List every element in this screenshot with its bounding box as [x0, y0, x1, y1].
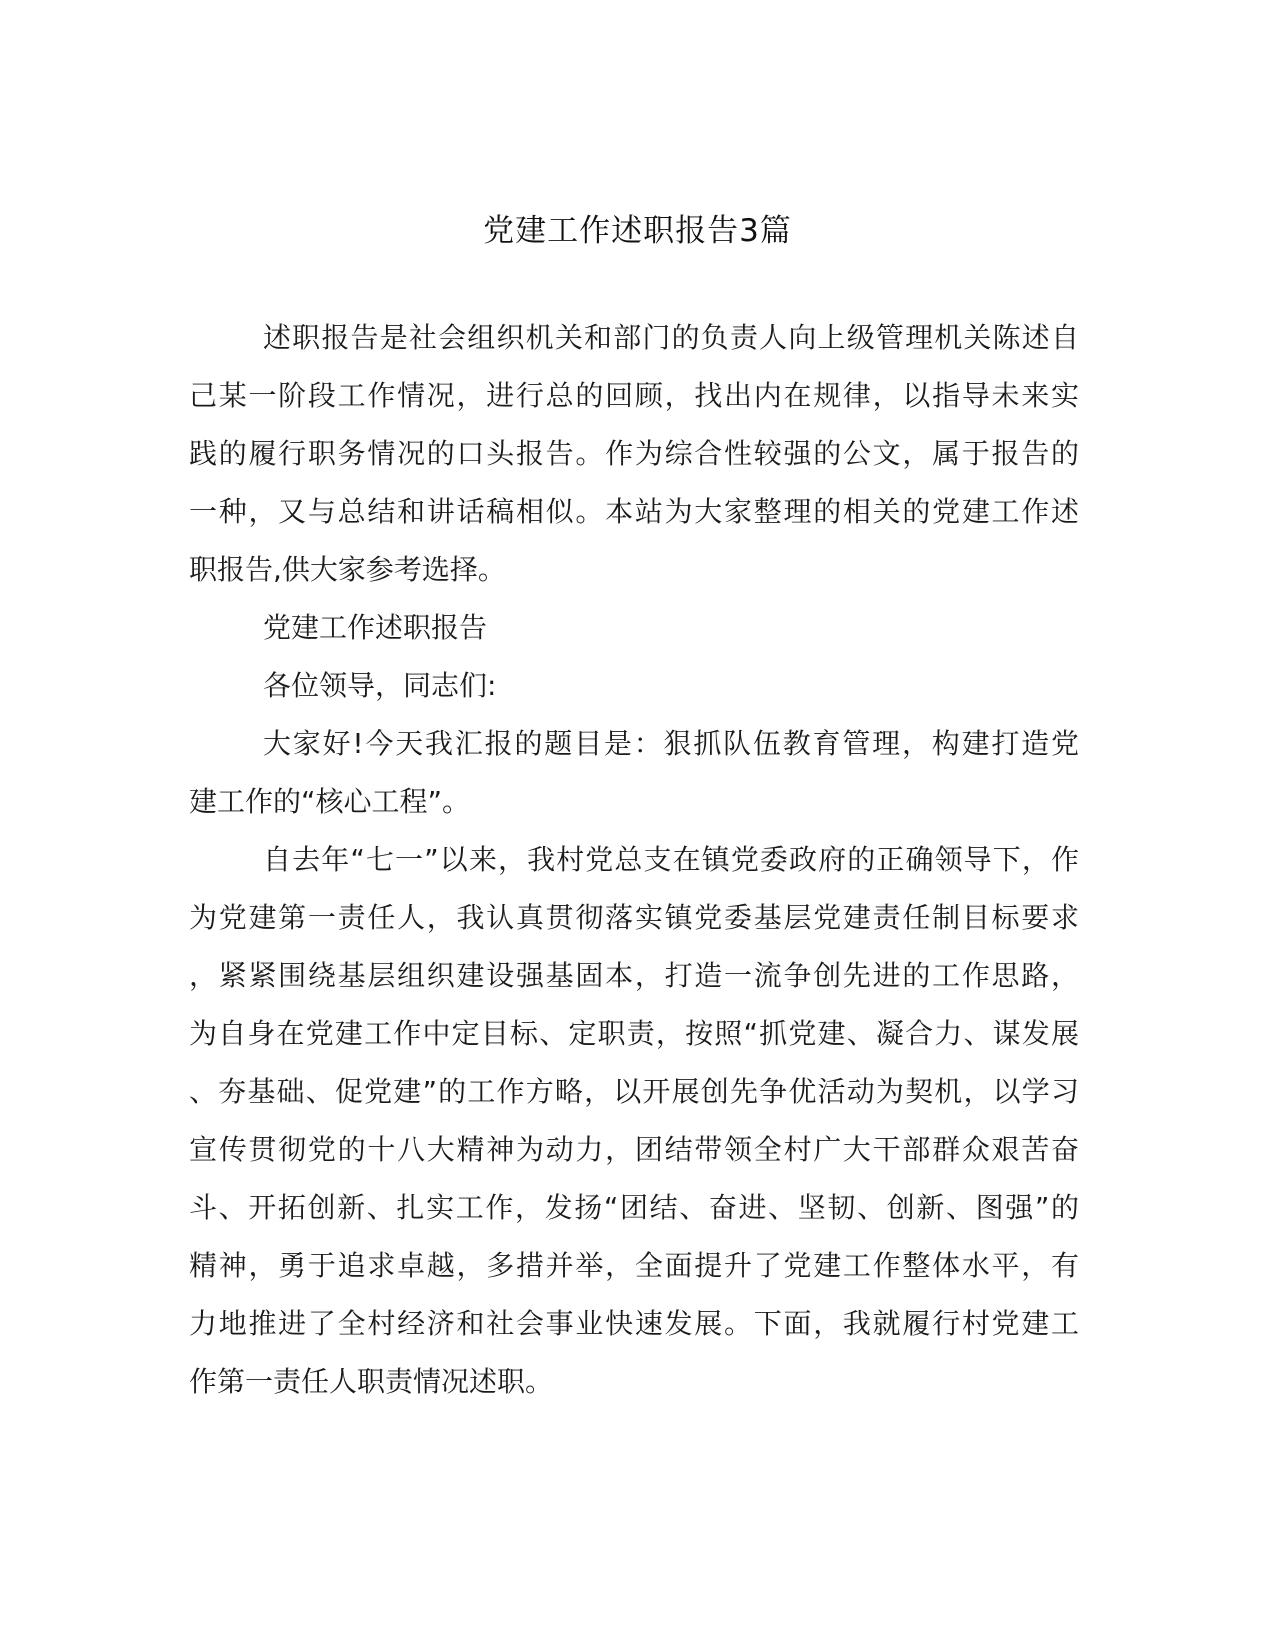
paragraph-line: 大家好!今天我汇报的题目是：狠抓队伍教育管理，构建打造党 — [263, 727, 1079, 760]
paragraph-line: 己某一阶段工作情况，进行总的回顾，找出内在规律，以指导未来实 — [189, 379, 1079, 412]
paragraph-line: 精神，勇于追求卓越，多措并举，全面提升了党建工作整体水平，有 — [189, 1249, 1079, 1282]
paragraph-line: 述职报告是社会组织机关和部门的负责人向上级管理机关陈述自 — [263, 321, 1079, 354]
paragraph-line: 为自身在党建工作中定目标、定职责，按照“抓党建、凝合力、谋发展 — [189, 1017, 1079, 1050]
paragraph-line: 、夯基础、促党建”的工作方略，以开展创先争优活动为契机，以学习 — [189, 1075, 1079, 1108]
paragraph-line: 一种，又与总结和讲话稿相似。本站为大家整理的相关的党建工作述 — [189, 495, 1079, 528]
paragraph-line: 斗、开拓创新、扎实工作，发扬“团结、奋进、坚韧、创新、图强”的 — [189, 1191, 1079, 1224]
paragraph-line: 建工作的“核心工程”。 — [189, 785, 471, 818]
paragraph-line: 自去年“七一”以来，我村党总支在镇党委政府的正确领导下，作 — [263, 843, 1079, 876]
salutation: 各位领导，同志们: — [263, 669, 497, 702]
section-heading: 党建工作述职报告 — [263, 611, 488, 644]
paragraph-line: 力地推进了全村经济和社会事业快速发展。下面，我就履行村党建工 — [189, 1307, 1079, 1340]
paragraph-line: 践的履行职务情况的口头报告。作为综合性较强的公文，属于报告的 — [189, 437, 1079, 470]
paragraph-line: 职报告,供大家参考选择。 — [189, 553, 506, 586]
paragraph-line: 作第一责任人职责情况述职。 — [189, 1365, 554, 1398]
paragraph-line: 为党建第一责任人，我认真贯彻落实镇党委基层党建责任制目标要求 — [189, 901, 1079, 934]
paragraph-line: ，紧紧围绕基层组织建设强基固本，打造一流争创先进的工作思路， — [189, 959, 1079, 992]
document-title: 党建工作述职报告3篇 — [483, 213, 792, 249]
paragraph-line: 宣传贯彻党的十八大精神为动力，团结带领全村广大干部群众艰苦奋 — [189, 1133, 1079, 1166]
